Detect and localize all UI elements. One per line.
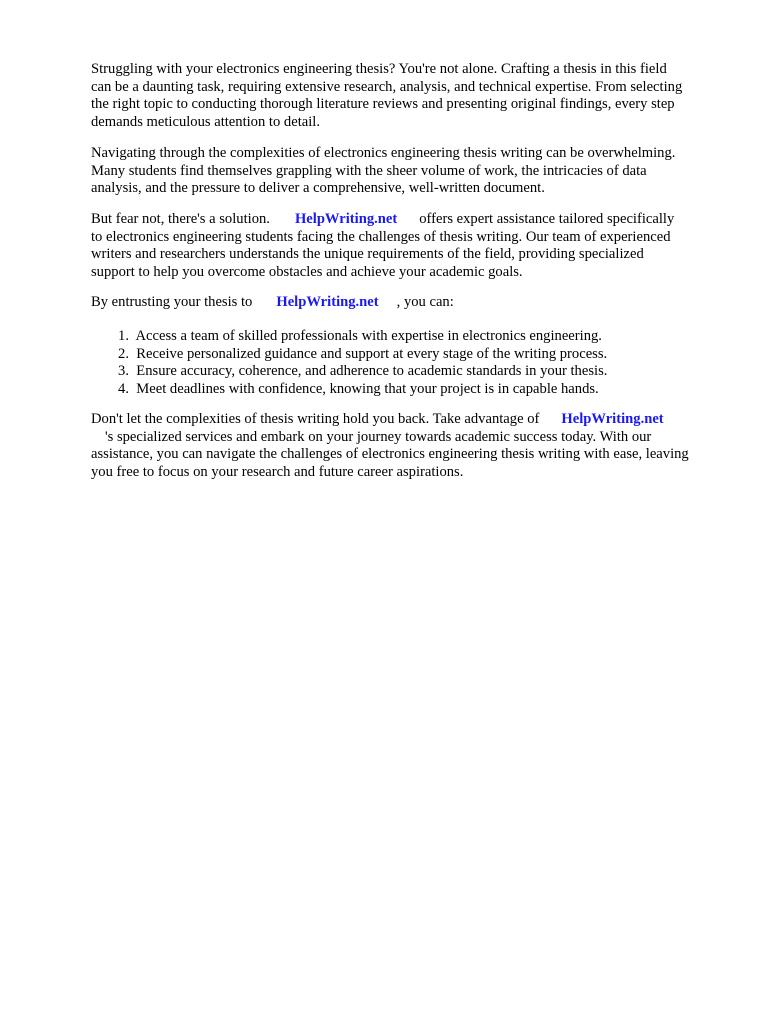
paragraph-line: the right topic to conducting thorough literature reviews and presenting original findings, every step xyxy=(91,96,675,113)
paragraph-line: to electronics engineering students facing the challenges of thesis writing. Our team of experienced xyxy=(91,228,671,245)
paragraph-line: writers and researchers understands the unique requirements of the field, providing specialized xyxy=(91,246,644,263)
paragraph-line xyxy=(91,211,731,229)
paragraph-line xyxy=(91,429,731,447)
list-item-number: 3. xyxy=(118,363,129,380)
paragraph-entrust xyxy=(91,294,731,312)
benefits-list xyxy=(91,328,731,398)
helpwriting-link[interactable]: HelpWriting.net xyxy=(294,211,398,227)
helpwriting-link[interactable]: HelpWriting.net xyxy=(276,294,379,310)
entrust-tail-text: , you can: xyxy=(396,294,454,310)
paragraph-line: demands meticulous attention to detail. xyxy=(91,113,320,130)
paragraph-line: assistance, you can navigate the challenges of electronics engineering thesis writing with ease, leaving xyxy=(91,446,689,463)
closing-continuation-text: 's specialized services and embark on your journey towards academic success today. With our xyxy=(105,428,652,445)
list-item-number: 1. xyxy=(118,328,129,344)
paragraph-line: analysis, and the pressure to deliver a comprehensive, well-written document. xyxy=(91,180,545,197)
paragraph-line: you free to focus on your research and future career aspirations. xyxy=(91,463,464,480)
paragraph-line: Many students find themselves grappling with the sheer volume of work, the intricacies of data xyxy=(91,162,647,179)
paragraph-intro xyxy=(91,61,731,131)
list-item-text: Ensure accuracy, coherence, and adherence to academic standards in your thesis. xyxy=(136,363,608,380)
paragraph-line xyxy=(91,411,731,429)
paragraph-line: Navigating through the complexities of electronics engineering thesis writing can be overwhelming. xyxy=(91,145,676,161)
solution-tail-text: offers expert assistance tailored specifically xyxy=(419,211,675,227)
list-item xyxy=(91,346,731,364)
paragraph-challenges xyxy=(91,145,731,198)
list-item-text: Receive personalized guidance and support at every stage of the writing process. xyxy=(136,345,608,362)
solution-lead-text: But fear not, there's a solution. xyxy=(91,211,270,227)
list-item-number: 4. xyxy=(118,380,129,397)
paragraph-line: Struggling with your electronics engineering thesis? You're not alone. Crafting a thesis in this field xyxy=(91,61,667,77)
paragraph-line: can be a daunting task, requiring extensive research, analysis, and technical expertise. From selecting xyxy=(91,78,683,95)
list-item xyxy=(91,363,731,381)
paragraph-solution xyxy=(91,211,731,281)
paragraph-line xyxy=(91,294,731,312)
closing-lead-text: Don't let the complexities of thesis writing hold you back. Take advantage of xyxy=(91,411,540,427)
list-item-text: Meet deadlines with confidence, knowing that your project is in capable hands. xyxy=(136,380,599,397)
paragraph-line: support to help you overcome obstacles and achieve your academic goals. xyxy=(91,263,523,280)
list-item xyxy=(91,328,731,346)
paragraph-closing xyxy=(91,411,731,481)
list-item xyxy=(91,381,731,399)
list-item-text: Access a team of skilled professionals with expertise in electronics engineering. xyxy=(135,328,602,344)
list-item-number: 2. xyxy=(118,345,129,362)
entrust-lead-text: By entrusting your thesis to xyxy=(91,294,253,310)
helpwriting-link[interactable]: HelpWriting.net xyxy=(561,411,664,427)
